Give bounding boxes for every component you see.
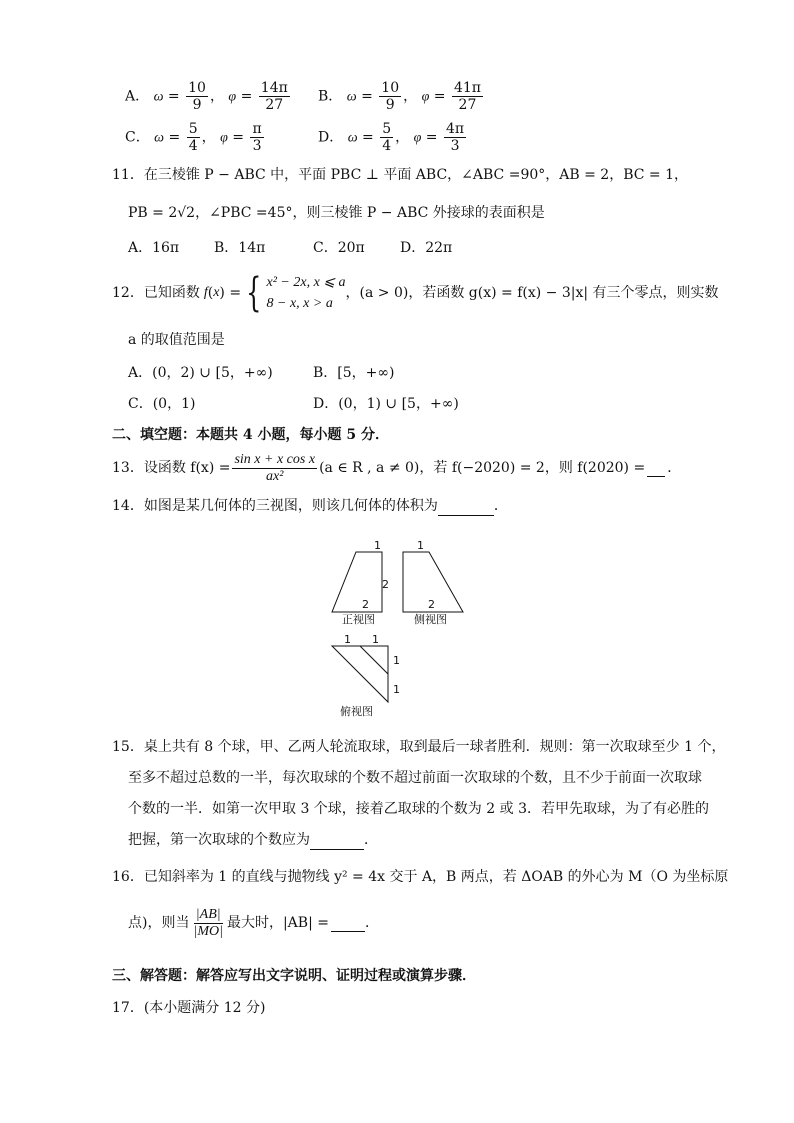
fraction — [232, 452, 317, 485]
question-number: 13． — [112, 460, 144, 477]
answer-blank[interactable] — [647, 460, 665, 478]
case-1: x² − 2x, x ⩽ a — [266, 275, 346, 290]
question-number: 15． — [112, 739, 144, 755]
question-11 — [112, 167, 688, 184]
top-right-dim: 1 — [372, 633, 379, 646]
question-text: 把握，第一次取球的个数应为 — [128, 832, 310, 848]
question-15 — [112, 739, 725, 756]
top-view-shape — [332, 646, 388, 702]
question-text: 设函数 f(x) = — [143, 460, 231, 477]
question-text: 已知函数 — [143, 284, 200, 301]
question-15-line3: 个数的一半．如第一次甲取 3 个球，接着乙取球的个数为 2 或 3．若甲先取球，为了有必胜的 — [128, 801, 709, 817]
side-base-dim: 2 — [428, 598, 435, 611]
option-label: C． — [125, 129, 150, 146]
q10-option-c: C． ω = $\frac{5}{4}$ ， φ = $\frac{\pi}{3}$ — [125, 121, 262, 155]
answer-blank[interactable] — [438, 498, 494, 516]
q11-option-c: C．20π — [313, 240, 365, 256]
question-16 — [112, 869, 728, 886]
period: ． — [364, 832, 378, 848]
front-view-label: 正视图 — [342, 613, 375, 626]
q10-option-d: D． ω = $\frac{5}{4}$ ， φ = $\frac{4\pi}{3}$ — [318, 121, 465, 155]
question-13 — [112, 452, 681, 485]
question-11-line2: PB = 2√2，∠PBC =45°，则三棱锥 P − ABC 外接球的表面积是 — [128, 205, 545, 221]
period: ． — [667, 460, 682, 477]
top-view-label: 俯视图 — [340, 705, 373, 718]
case-2: 8 − x, x > a — [266, 296, 333, 311]
q11-option-d: D．22π — [400, 240, 453, 256]
option-label: A． — [125, 88, 150, 105]
top-view-inner-line — [360, 646, 388, 674]
piecewise-cases — [267, 272, 346, 314]
question-15-line4 — [128, 832, 378, 850]
q12-option-b: B．[5，+∞) — [313, 365, 395, 381]
question-number: 11． — [112, 167, 144, 183]
top-left-dim: 1 — [344, 633, 351, 646]
question-12-line2: a 的取值范围是 — [128, 332, 225, 348]
q12-option-a: A．(0，2) ∪ [5，+∞) — [128, 365, 273, 381]
side-top-dim: 1 — [417, 539, 424, 552]
front-height-dim: 2 — [382, 578, 389, 591]
brace-symbol: { — [246, 270, 262, 316]
question-text: 在三棱锥 P − ABC 中，平面 PBC ⊥ 平面 ABC，∠ABC =90°，AB = 2，BC = 1， — [143, 167, 688, 183]
section-heading-fill-in: 二、填空题：本题共 4 小题，每小题 5 分． — [112, 427, 389, 443]
question-text-tail: ，(a > 0)，若函数 g(x) = f(x) − 3|x| 有三个零点，则实数 — [345, 284, 719, 301]
answer-blank[interactable] — [310, 832, 364, 850]
q12-option-d: D．(0，1) ∪ [5，+∞) — [313, 396, 459, 412]
question-number: 12． — [112, 284, 144, 301]
answer-blank[interactable] — [331, 915, 365, 933]
denominator: ax² — [266, 469, 284, 485]
question-16-line2 — [128, 907, 379, 940]
q11-option-a: A．16π — [128, 240, 180, 256]
question-text-tail: 最大时，|AB| = — [226, 915, 329, 932]
top-side-dim-1: 1 — [393, 654, 400, 667]
q10-option-a: A． ω = $\frac{10}{9}$ ， φ = $\frac{14\pi}{27}$ — [125, 80, 288, 114]
question-number: 14． — [112, 498, 144, 514]
question-text: 桌上共有 8 个球，甲、乙两人轮流取球，取到最后一球者胜利．规则：第一次取球至少 1 个， — [143, 739, 726, 755]
option-label: D． — [318, 129, 344, 146]
front-top-dim: 1 — [374, 539, 381, 552]
denominator: |MO| — [193, 924, 223, 940]
option-label: B． — [318, 88, 343, 105]
question-text: 已知斜率为 1 的直线与抛物线 y² = 4x 交于 A，B 两点，若 ΔOAB 的外心为 M（O 为坐标原 — [143, 869, 729, 885]
fraction — [191, 907, 224, 940]
question-text-tail: (a ∈ R , a ≠ 0)，若 f(−2020) = 2，则 f(2020) = — [319, 460, 646, 477]
question-text: 如图是某几何体的三视图，则该几何体的体积为 — [143, 498, 438, 514]
question-12: 12． 已知函数 f ( x ) = { x² − 2x, x ⩽ a 8 − x, x > a ，(a > 0)，若函数 g(x) = f(x) − 3|x| 有三个零点，则实数 — [112, 270, 719, 316]
q11-option-b: B．14π — [214, 240, 266, 256]
three-view-figure — [320, 532, 480, 722]
section-heading-solutions: 三、解答题：解答应写出文字说明、证明过程或演算步骤． — [112, 968, 476, 984]
front-view-shape — [332, 552, 382, 612]
question-14 — [112, 498, 508, 516]
question-15-line2: 至多不超过总数的一半，每次取球的个数不超过前面一次取球的个数，且不少于前面一次取球 — [128, 770, 702, 786]
period: ． — [493, 498, 508, 514]
period: ． — [364, 915, 379, 932]
side-view-label: 侧视图 — [414, 613, 447, 626]
q10-option-b: B． ω = $\frac{10}{9}$ ， φ = $\frac{41\pi}{27}$ — [318, 80, 481, 114]
front-base-dim: 2 — [362, 598, 369, 611]
question-text: 点)，则当 — [128, 915, 190, 932]
top-side-dim-2: 1 — [393, 683, 400, 696]
numerator: sin x + x cos x — [232, 452, 317, 469]
numerator: |AB| — [194, 907, 223, 924]
question-17: 17．(本小题满分 12 分) — [112, 1000, 266, 1016]
question-number: 16． — [112, 869, 144, 885]
q12-option-c: C．(0，1) — [128, 396, 196, 412]
